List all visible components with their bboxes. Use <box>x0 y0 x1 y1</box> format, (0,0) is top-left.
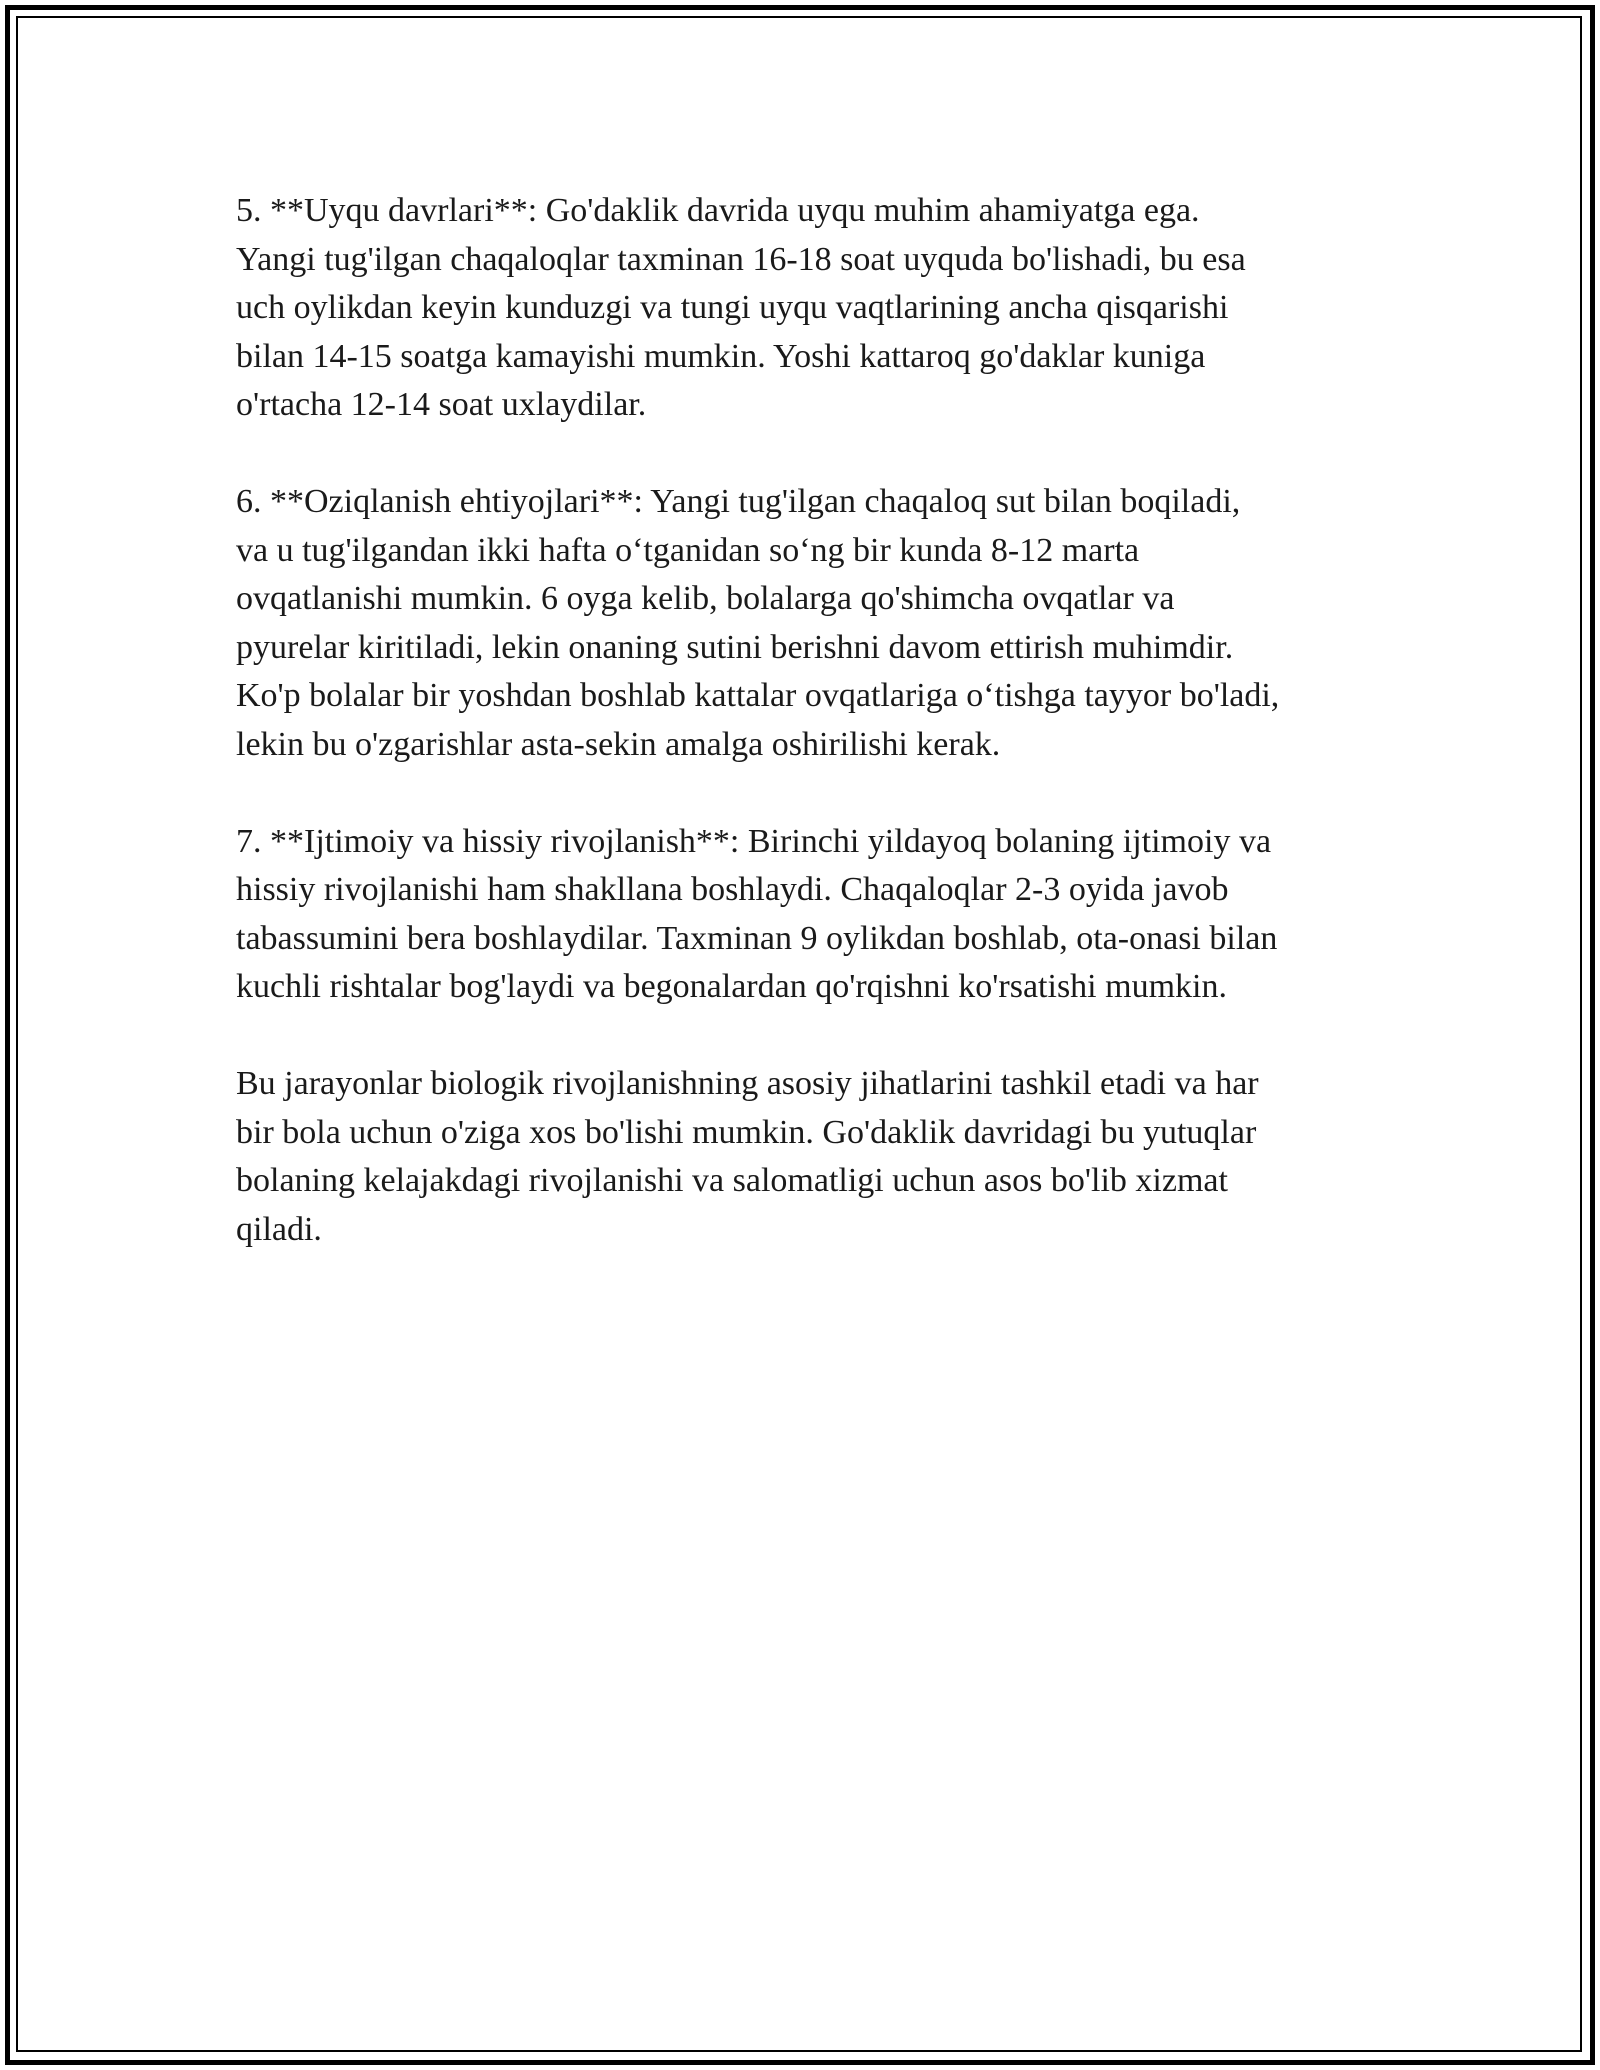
text-line: uch oylikdan keyin kunduzgi va tungi uyqu vaqtlarining ancha qisqarishi <box>236 289 1229 326</box>
paragraph-sleep-periods <box>236 187 1396 430</box>
text-line: 7. **Ijtimoiy va hissiy rivojlanish**: Birinchi yildayoq bolaning ijtimoiy va <box>236 822 1272 860</box>
text-line: ovqatlanishi mumkin. 6 oyga kelib, bolalarga qo'shimcha ovqatlar va <box>236 580 1175 617</box>
text-line: bolaning kelajakdagi rivojlanishi va salomatligi uchun asos bo'lib xizmat <box>236 1162 1228 1199</box>
paragraph-conclusion <box>236 1060 1396 1254</box>
paragraph-social-emotional <box>236 818 1396 1012</box>
text-line: 6. **Oziqlanish ehtiyojlari**: Yangi tug'ilgan chaqaloq sut bilan boqiladi, <box>236 483 1241 520</box>
document-body <box>236 187 1396 1303</box>
text-line: hissiy rivojlanishi ham shakllana boshlaydi. Chaqaloqlar 2-3 oyida javob <box>236 871 1229 908</box>
text-line: bilan 14-15 soatga kamayishi mumkin. Yoshi kattaroq go'daklar kuniga <box>236 337 1206 375</box>
text-line: pyurelar kiritiladi, lekin onaning sutini berishni davom ettirish muhimdir. <box>236 628 1234 666</box>
text-line: Yangi tug'ilgan chaqaloqlar taxminan 16-18 soat uyquda bo'lishadi, bu esa <box>236 240 1246 278</box>
text-line: lekin bu o'zgarishlar asta-sekin amalga oshirilishi kerak. <box>236 725 1001 763</box>
text-line: kuchli rishtalar bog'laydi va begonalardan qo'rqishni ko'rsatishi mumkin. <box>236 968 1227 1005</box>
text-line: bir bola uchun o'ziga xos bo'lishi mumkin. Go'daklik davridagi bu yutuqlar <box>236 1113 1257 1151</box>
text-line: tabassumini bera boshlaydilar. Taxminan 9 oylikdan boshlab, ota-onasi bilan <box>236 919 1278 957</box>
text-line: o'rtacha 12-14 soat uxlaydilar. <box>236 386 647 423</box>
text-line: 5. **Uyqu davrlari**: Go'daklik davrida uyqu muhim ahamiyatga ega. <box>236 192 1200 229</box>
text-line: qiladi. <box>236 1210 322 1248</box>
text-line: va u tug'ilgandan ikki hafta oʻtganidan soʻng bir kunda 8-12 marta <box>236 531 1140 569</box>
paragraph-nutrition-needs <box>236 478 1396 769</box>
text-line: Bu jarayonlar biologik rivojlanishning asosiy jihatlarini tashkil etadi va har <box>236 1065 1259 1102</box>
text-line: Ko'p bolalar bir yoshdan boshlab kattalar ovqatlariga oʻtishga tayyor bo'ladi, <box>236 677 1280 714</box>
